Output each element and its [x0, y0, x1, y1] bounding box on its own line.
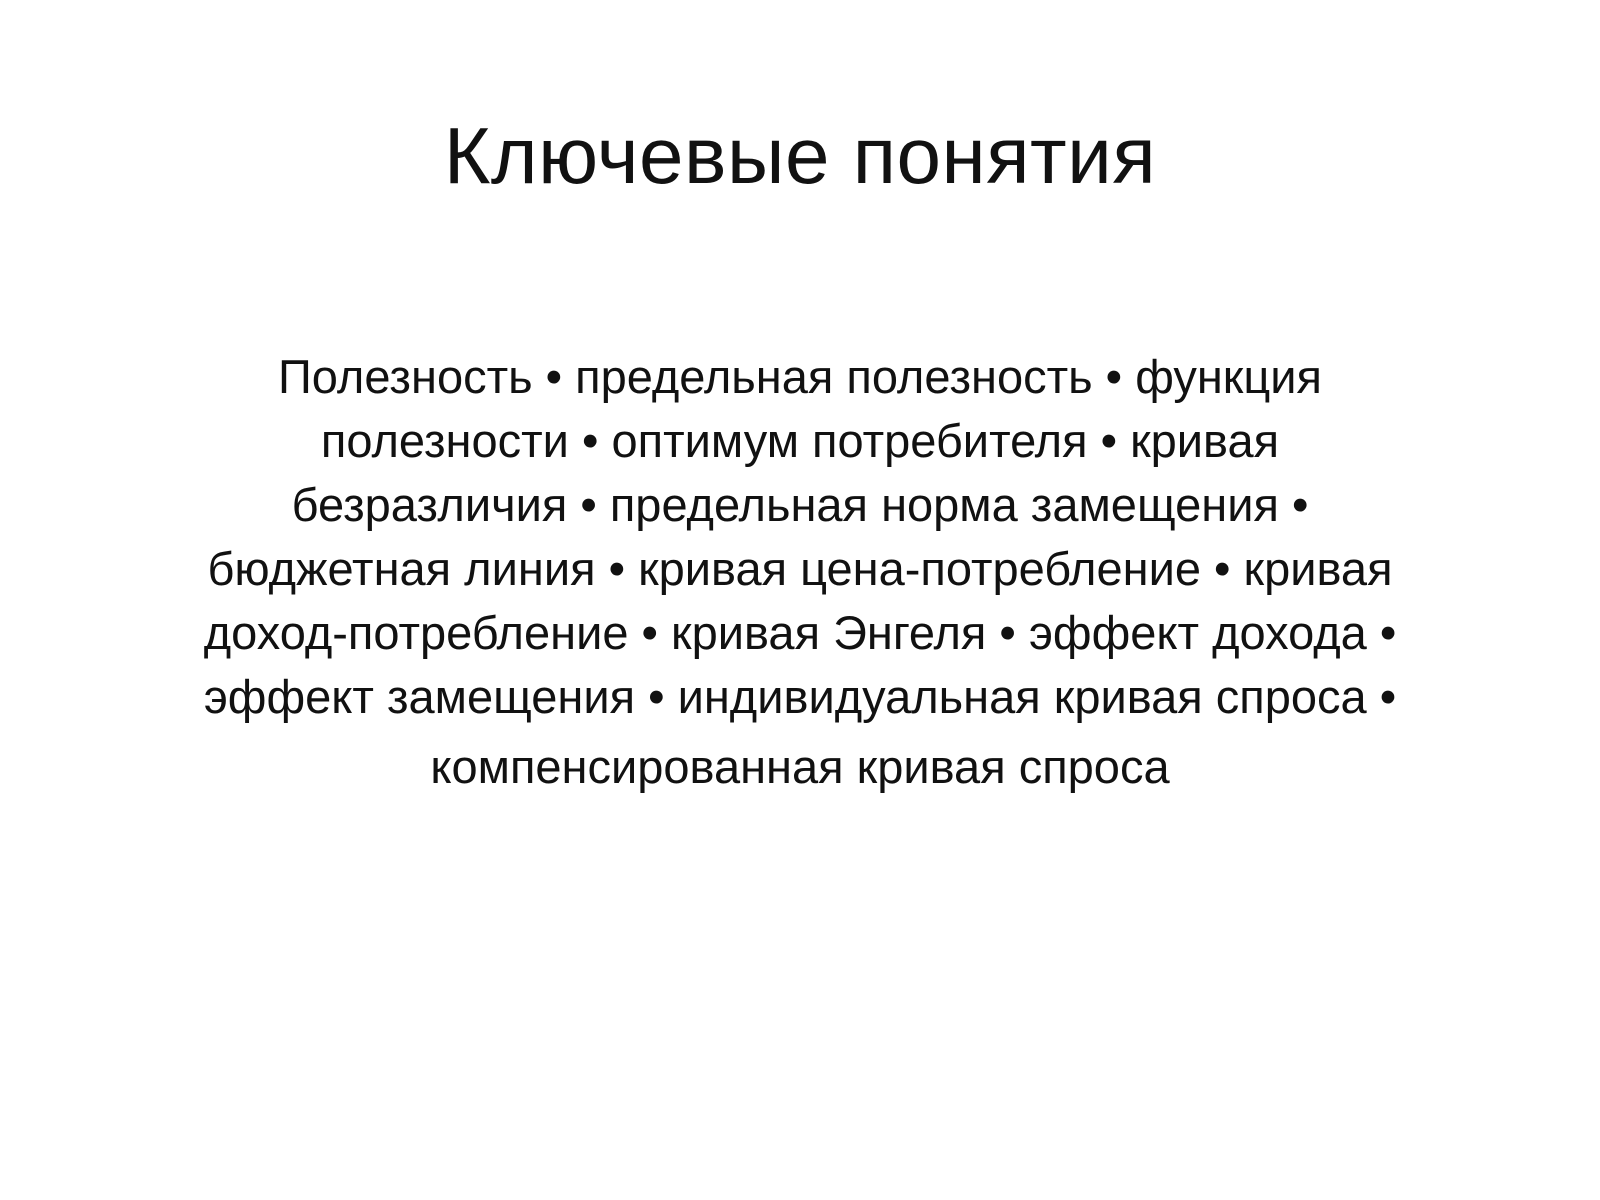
key-terms-line: эффект замещения • индивидуальная кривая спроса • [203, 670, 1397, 723]
slide-title: Ключевые понятия [443, 111, 1157, 200]
key-terms-line: Полезность • предельная полезность • функция [278, 350, 1322, 403]
key-terms-list [110, 345, 1490, 799]
key-terms-line: полезности • оптимум потребителя • кривая [320, 414, 1280, 467]
key-terms-line: компенсированная кривая спроса [430, 740, 1170, 793]
key-terms-line: безразличия • предельная норма замещения • [291, 478, 1309, 531]
key-terms-line: доход-потребление • кривая Энгеля • эффект дохода • [203, 606, 1397, 659]
key-terms-line: бюджетная линия • кривая цена-потребление • кривая [207, 542, 1393, 595]
